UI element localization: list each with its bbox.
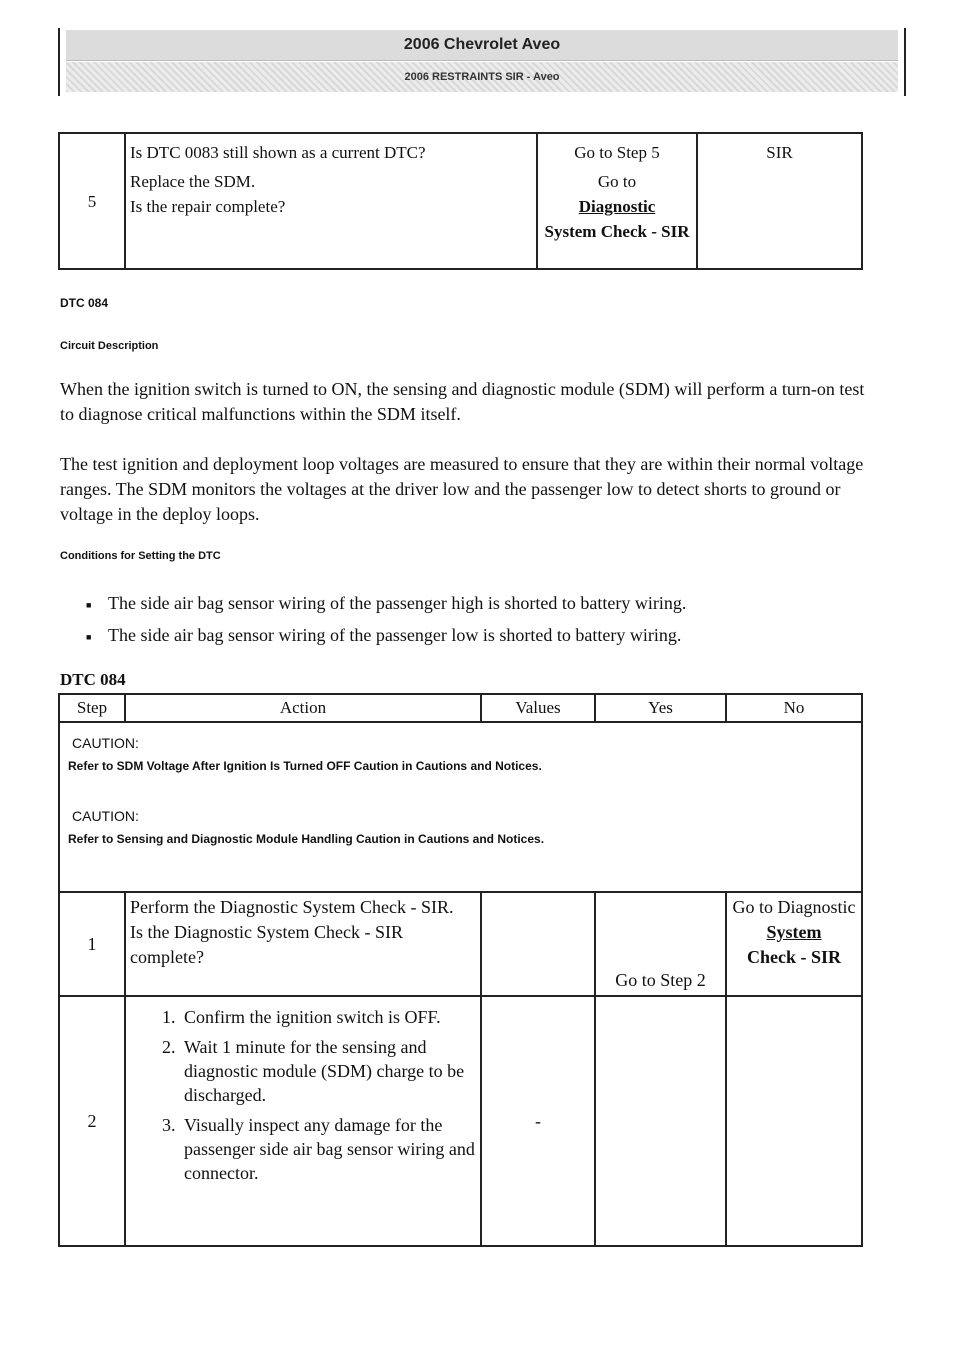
conditions-heading: Conditions for Setting the DTC bbox=[60, 550, 221, 562]
condition-item: ■ The side air bag sensor wiring of the passenger high is shorted to battery wiring. bbox=[86, 591, 866, 615]
step-1-instruction: Perform the Diagnostic System Check - SIR. bbox=[130, 897, 454, 917]
header-right-rule bbox=[904, 28, 906, 96]
step-2-item: 3. Visually inspect any damage for the passenger side air bag sensor wiring and connector. bbox=[180, 1113, 476, 1185]
check-sir-text: Check - SIR bbox=[746, 947, 841, 967]
action-repair-question: Is the repair complete? bbox=[130, 197, 286, 216]
caution-2-text: Refer to Sensing and Diagnostic Module Handling Caution in Cautions and Notices. bbox=[68, 832, 545, 846]
header-step: Step bbox=[59, 694, 125, 722]
condition-item: ■ The side air bag sensor wiring of the passenger low is shorted to battery wiring. bbox=[86, 623, 866, 647]
caution-2-title: CAUTION: bbox=[72, 808, 139, 824]
header-yes: Yes bbox=[595, 694, 726, 722]
circuit-description-heading: Circuit Description bbox=[60, 340, 159, 352]
caution-1-text: Refer to SDM Voltage After Ignition Is Turned OFF Caution in Cautions and Notices. bbox=[68, 759, 542, 773]
step-1-action bbox=[125, 892, 481, 996]
go-to-step-2-link[interactable]: Go to Step 2 bbox=[615, 970, 706, 990]
step-2-list bbox=[130, 1005, 476, 1185]
no-cell bbox=[697, 133, 862, 269]
header-subtitle: 2006 RESTRAINTS SIR - Aveo bbox=[66, 62, 898, 92]
circuit-paragraph-2: The test ignition and deployment loop voltages are measured to ensure that they are within their normal voltage ranges. The SDM monitors the voltages at the driver low and the passenger low to detect shorts to ground or voltage in the deploy loops. bbox=[60, 454, 864, 524]
header-title: 2006 Chevrolet Aveo bbox=[66, 30, 898, 61]
step-1-values bbox=[481, 892, 595, 996]
step-2-value: - bbox=[535, 1110, 541, 1131]
caution-cell bbox=[59, 722, 862, 892]
step-1-yes bbox=[595, 892, 726, 996]
sir-text: SIR bbox=[766, 143, 793, 162]
step-1-number bbox=[59, 892, 125, 996]
step-2-label: 2 bbox=[87, 1110, 97, 1131]
circuit-paragraph-1: When the ignition switch is turned to ON, the sensing and diagnostic module (SDM) will perform a turn-on test to diagnose critical malfunctions within the SDM itself. bbox=[60, 379, 865, 424]
action-question: Is DTC 0083 still shown as a current DTC? bbox=[130, 143, 426, 162]
table-label: DTC 084 bbox=[60, 670, 126, 689]
step-2-number bbox=[59, 996, 125, 1246]
step-2-item: 1. Confirm the ignition switch is OFF. bbox=[180, 1005, 476, 1029]
step-2-no bbox=[726, 996, 862, 1246]
header-action: Action bbox=[125, 694, 481, 722]
go-to-label: Go to bbox=[597, 172, 637, 191]
go-to-diagnostic-text: Go to Diagnostic bbox=[732, 897, 856, 917]
header-left-rule bbox=[58, 28, 60, 96]
continued-table bbox=[58, 132, 863, 270]
caution-1-title: CAUTION: bbox=[72, 735, 139, 751]
step-1-no bbox=[726, 892, 862, 996]
step-2-yes bbox=[595, 996, 726, 1246]
action-cell bbox=[125, 133, 537, 269]
header-values: Values bbox=[481, 694, 595, 722]
yes-cell bbox=[537, 133, 697, 269]
step-1-question: Is the Diagnostic System Check - SIR complete? bbox=[130, 922, 403, 967]
step-2-values bbox=[481, 996, 595, 1246]
go-to-step-5-link[interactable]: Go to Step 5 bbox=[574, 143, 660, 162]
system-link[interactable]: System bbox=[766, 922, 822, 942]
step-2-item: 2. Wait 1 minute for the sensing and diagnostic module (SDM) charge to be discharged. bbox=[180, 1035, 476, 1107]
document-header bbox=[58, 28, 906, 96]
conditions-list bbox=[86, 591, 866, 655]
system-check-text: System Check - SIR bbox=[544, 222, 690, 241]
diagnostic-link[interactable]: Diagnostic bbox=[578, 197, 656, 216]
step-1-label: 1 bbox=[87, 933, 97, 954]
step-number-cell bbox=[59, 133, 125, 269]
header-no: No bbox=[726, 694, 862, 722]
step-2-action bbox=[125, 996, 481, 1246]
dtc-heading: DTC 084 bbox=[60, 296, 109, 310]
step-number: 5 bbox=[87, 191, 97, 211]
dtc-084-table bbox=[58, 693, 863, 1247]
action-instruction: Replace the SDM. bbox=[130, 172, 256, 191]
